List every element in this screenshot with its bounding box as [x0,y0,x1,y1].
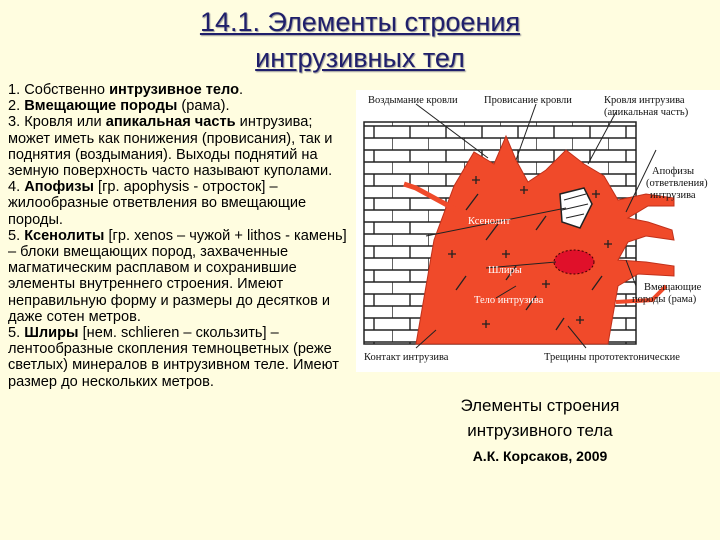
schlieren [554,250,594,274]
diagram-svg [356,90,720,372]
label-apophysis-3: интрузива [650,190,696,201]
label-roof-1: Кровля интрузива [604,95,685,106]
label-roof-2: (апикальная часть) [604,107,689,118]
definition-term: интрузивное тело [109,82,239,98]
definition-text: интрузива; может иметь как понижения (провисания), так и поднятия (воздымания). Выходы поднятий на земную поверхность часто называют куполами. [8,114,333,180]
label-xenolith: Ксенолит [468,216,511,227]
label-host-1: Вмещающие [644,282,702,293]
definition-text: . [239,82,244,98]
definition-prefix: 2. [8,98,25,115]
label-contact: Контакт интрузива [364,352,449,363]
definition-text: (рама). [177,98,230,115]
label-schlieren: Шлиры [488,265,522,276]
intrusion-diagram [356,90,720,372]
definition-term: апикальная часть [105,114,236,131]
label-roof-uplift: Воздымание кровли [368,95,458,106]
label-roof-sag: Провисание кровли [484,95,572,106]
figure-author: А.К. Корсаков, 2009 [472,448,608,464]
definition-item [8,325,358,390]
label-apophysis-1: Апофизы [652,166,695,177]
definition-text: [гр. apophysis - отросток] – жилообразные ответвления во вмещающие породы. [8,179,307,228]
label-body: Тело интрузива [474,295,544,306]
definition-term: Ксенолиты [24,227,105,244]
definition-prefix: 4. [8,179,25,196]
label-apophysis-2: (ответвления) [646,178,708,189]
definition-prefix: 3. Кровля или [8,114,106,131]
definition-term: Вмещающие породы [24,98,178,115]
label-host-2: породы (рама) [632,294,697,305]
page-title [120,4,600,76]
figure-caption [430,393,650,443]
definition-term: Шлиры [24,325,79,342]
title-line-2: интрузивных тел [255,43,465,73]
definition-item [8,179,358,228]
definition-prefix: 5. [8,227,25,244]
definition-prefix: 5. [8,325,25,342]
definition-term: Апофизы [24,179,94,196]
definitions-list [8,82,358,390]
title-line-1: 14.1. Элементы строения [199,7,521,37]
definition-text: [нем. schlieren – скользить] – лентообразные скопления темноцветных (реже светлых) минералов в интрузивном теле. Имеют размер до нескольких метров. [8,325,339,390]
caption-line-1: Элементы строения [460,396,620,415]
definition-text: [гр. xenos – чужой + lithos - камень] – блоки вмещающих пород, захваченные магматическим расплавом и сохранившие элементы внутреннего строения. Имеют неправильную форму и размеры до десятков и даже сотен метров. [8,227,347,325]
definition-item [8,114,358,179]
definition-item [8,82,358,98]
label-cracks: Трещины прототектонические [544,352,680,363]
definition-prefix: 1. Собственно [8,82,110,98]
caption-line-2: интрузивного тела [467,421,613,440]
definition-item [8,228,358,325]
definition-item [8,98,358,114]
